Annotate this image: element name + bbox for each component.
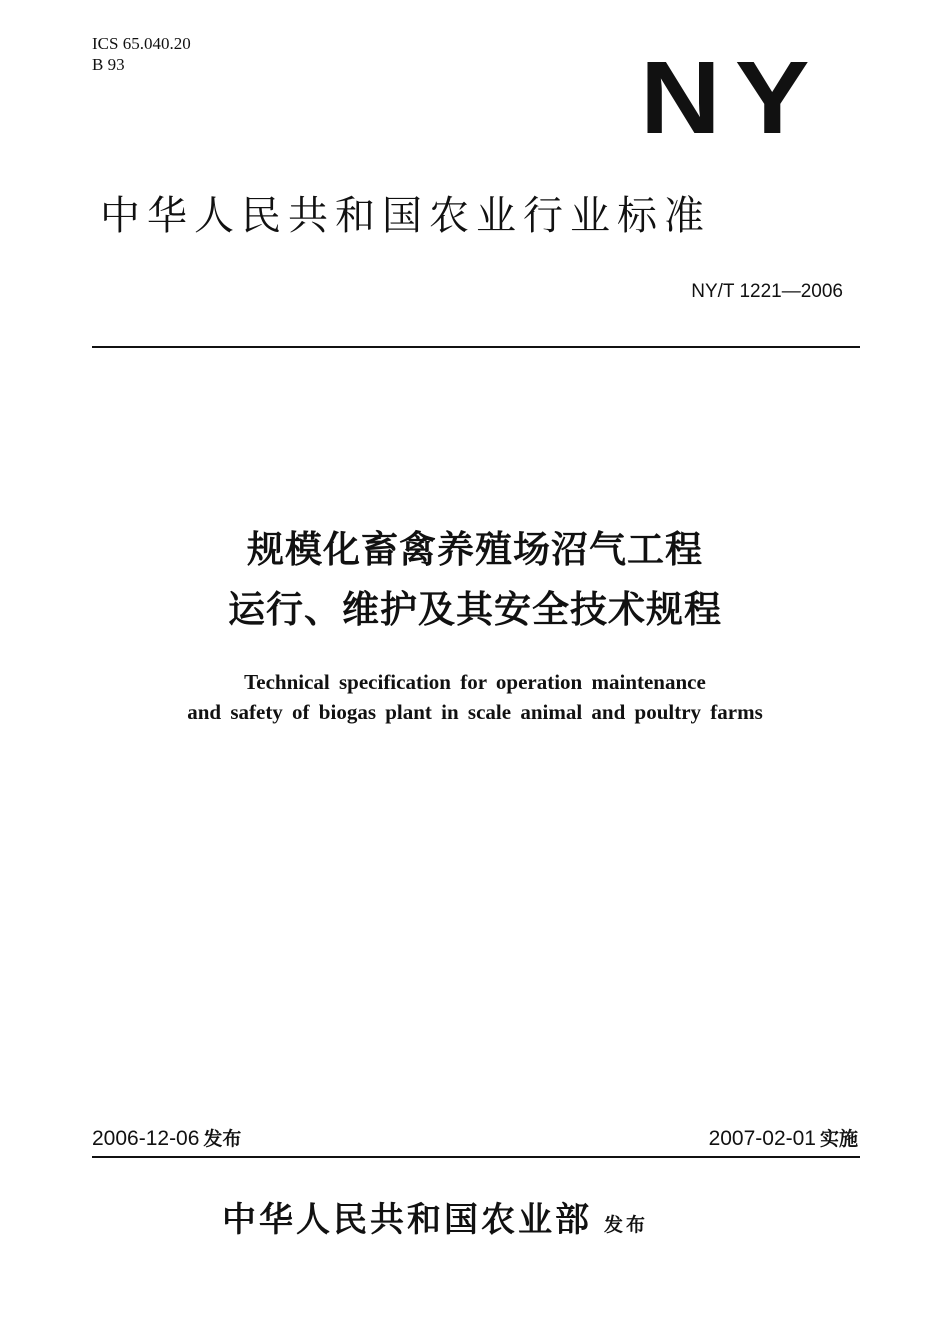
issuer-block (222, 1196, 648, 1249)
standard-number: NY/T 1221—2006 (691, 281, 843, 302)
effective-date: 2007-02-01 (708, 1127, 816, 1150)
ics-code: ICS 65.040.20 (92, 34, 191, 53)
effective-date-label: 实施 (819, 1128, 858, 1150)
industry-standard-heading: 中华人民共和国农业行业标准 (100, 193, 711, 239)
ccs-code: B 93 (92, 55, 125, 74)
issuer-label: 发布 (604, 1214, 649, 1236)
title-en-line1: Technical specification for operation maintenance (244, 670, 706, 694)
header-divider (92, 346, 860, 348)
issuer-name: 中华人民共和国农业部 (222, 1200, 592, 1240)
title-cn-line1: 规模化畜禽养殖场沼气工程 (247, 528, 703, 571)
title-en-line2: and safety of biogas plant in scale animal and poultry farms (187, 700, 763, 724)
footer-divider (92, 1156, 860, 1158)
issue-date-block (92, 1126, 241, 1152)
effective-date-block (709, 1126, 858, 1152)
issue-date-label: 发布 (203, 1128, 242, 1150)
ny-logo: NY (640, 40, 824, 156)
title-cn-line2: 运行、维护及其安全技术规程 (228, 588, 722, 631)
issue-date: 2006-12-06 (92, 1127, 200, 1150)
